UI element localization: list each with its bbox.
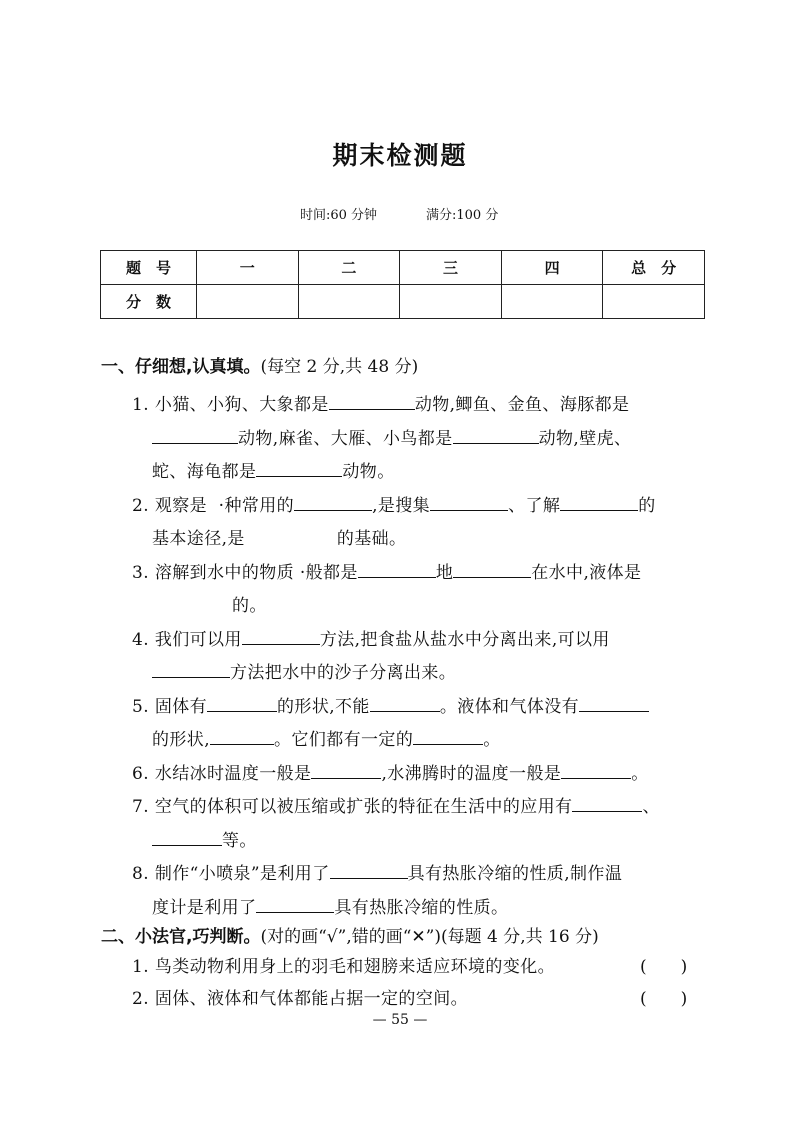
score-cell[interactable] — [603, 285, 705, 319]
score-header-cell: 一 — [197, 251, 299, 285]
score-header-cell: 题 号 — [101, 251, 197, 285]
blank[interactable] — [256, 459, 342, 477]
score-cell[interactable] — [298, 285, 400, 319]
blank[interactable] — [152, 660, 230, 678]
blank[interactable] — [242, 627, 320, 645]
score-table-header-row — [101, 251, 705, 285]
page-number: — 55 — — [372, 1012, 428, 1028]
blank[interactable] — [210, 727, 274, 745]
question-4-line-2: 方法把水中的沙子分离出来。 — [152, 658, 456, 683]
blank[interactable] — [152, 828, 222, 846]
score-cell[interactable] — [400, 285, 502, 319]
section-1-note: (每空 2 分,共 48 分) — [260, 357, 419, 377]
question-1-line-2: 动物,麻雀、大雁、小鸟都是 动物,壁虎、 — [152, 424, 631, 449]
blank[interactable] — [561, 761, 631, 779]
score-cell[interactable] — [501, 285, 603, 319]
blank[interactable] — [572, 794, 642, 812]
blank[interactable] — [207, 694, 277, 712]
question-3-line-2: 的。 — [232, 596, 267, 616]
question-7-line-1: 7. 空气的体积可以被压缩或扩张的特征在生活中的应用有 、 — [132, 792, 660, 817]
question-3-line-1: 3. 溶解到水中的物质 ·般都是 地 在水中,液体是 — [132, 558, 641, 583]
question-4-line-1: 4. 我们可以用 方法,把食盐从盐水中分离出来,可以用 — [132, 625, 610, 650]
section-2-heading — [101, 922, 599, 947]
section-2-title: 二、小法官,巧判断。 — [101, 927, 261, 947]
full-score: 满分:100 分 — [426, 208, 499, 223]
score-header-cell: 二 — [298, 251, 400, 285]
blank[interactable] — [413, 727, 483, 745]
question-5-line-1: 5. 固体有 的形状,不能 。液体和气体没有 — [132, 692, 649, 717]
score-header-cell: 四 — [501, 251, 603, 285]
score-cell[interactable] — [197, 285, 299, 319]
blank[interactable] — [560, 493, 638, 511]
question-7-line-2: 等。 — [152, 826, 257, 851]
score-header-cell: 总 分 — [603, 251, 705, 285]
section-1-heading — [101, 352, 418, 377]
answer-parentheses[interactable]: ( ) — [640, 957, 688, 977]
question-1-line-1: 1. 小猫、小狗、大象都是 动物,鲫鱼、金鱼、海豚都是 — [132, 390, 629, 415]
judge-item-1: 1. 鸟类动物利用身上的羽毛和翅膀来适应环境的变化。 — [132, 957, 556, 977]
question-2-line-2: 基本途径,是 的基础。 — [152, 529, 407, 549]
blank[interactable] — [453, 426, 539, 444]
question-5-line-2: 的形状, 。它们都有一定的 。 — [152, 725, 501, 750]
section-1-title: 一、仔细想,认真填。 — [101, 357, 261, 377]
blank[interactable] — [330, 861, 408, 879]
blank[interactable] — [370, 694, 440, 712]
score-table — [100, 250, 705, 319]
blank[interactable] — [311, 761, 381, 779]
answer-parentheses[interactable]: ( ) — [640, 989, 688, 1009]
score-header-cell: 三 — [400, 251, 502, 285]
question-2-line-1: 2. 观察是 ·种常用的 ,是搜集 、了解 的 — [132, 491, 656, 516]
score-table-score-row — [101, 285, 705, 319]
section-2-note: (对的画“√”,错的画“✕”)(每题 4 分,共 16 分) — [260, 927, 599, 947]
blank[interactable] — [358, 560, 436, 578]
blank[interactable] — [329, 392, 415, 410]
blank[interactable] — [579, 694, 649, 712]
judge-item-2: 2. 固体、液体和气体都能占据一定的空间。 — [132, 989, 469, 1009]
question-1-line-3: 蛇、海龟都是 动物。 — [152, 457, 395, 482]
score-row-label: 分 数 — [101, 285, 197, 319]
question-8-line-2: 度计是利用了 具有热胀冷缩的性质。 — [152, 893, 508, 918]
blank[interactable] — [430, 493, 508, 511]
question-8-line-1: 8. 制作“小喷泉”是利用了 具有热胀冷缩的性质,制作温 — [132, 859, 622, 884]
question-6-line-1: 6. 水结冰时温度一般是 ,水沸腾时的温度一般是 。 — [132, 759, 649, 784]
blank[interactable] — [453, 560, 531, 578]
blank[interactable] — [294, 493, 372, 511]
blank[interactable] — [152, 426, 238, 444]
page-title: 期末检测题 — [332, 141, 468, 170]
blank[interactable] — [245, 527, 337, 544]
exam-time: 时间:60 分钟 — [300, 208, 378, 223]
blank[interactable] — [256, 895, 334, 913]
